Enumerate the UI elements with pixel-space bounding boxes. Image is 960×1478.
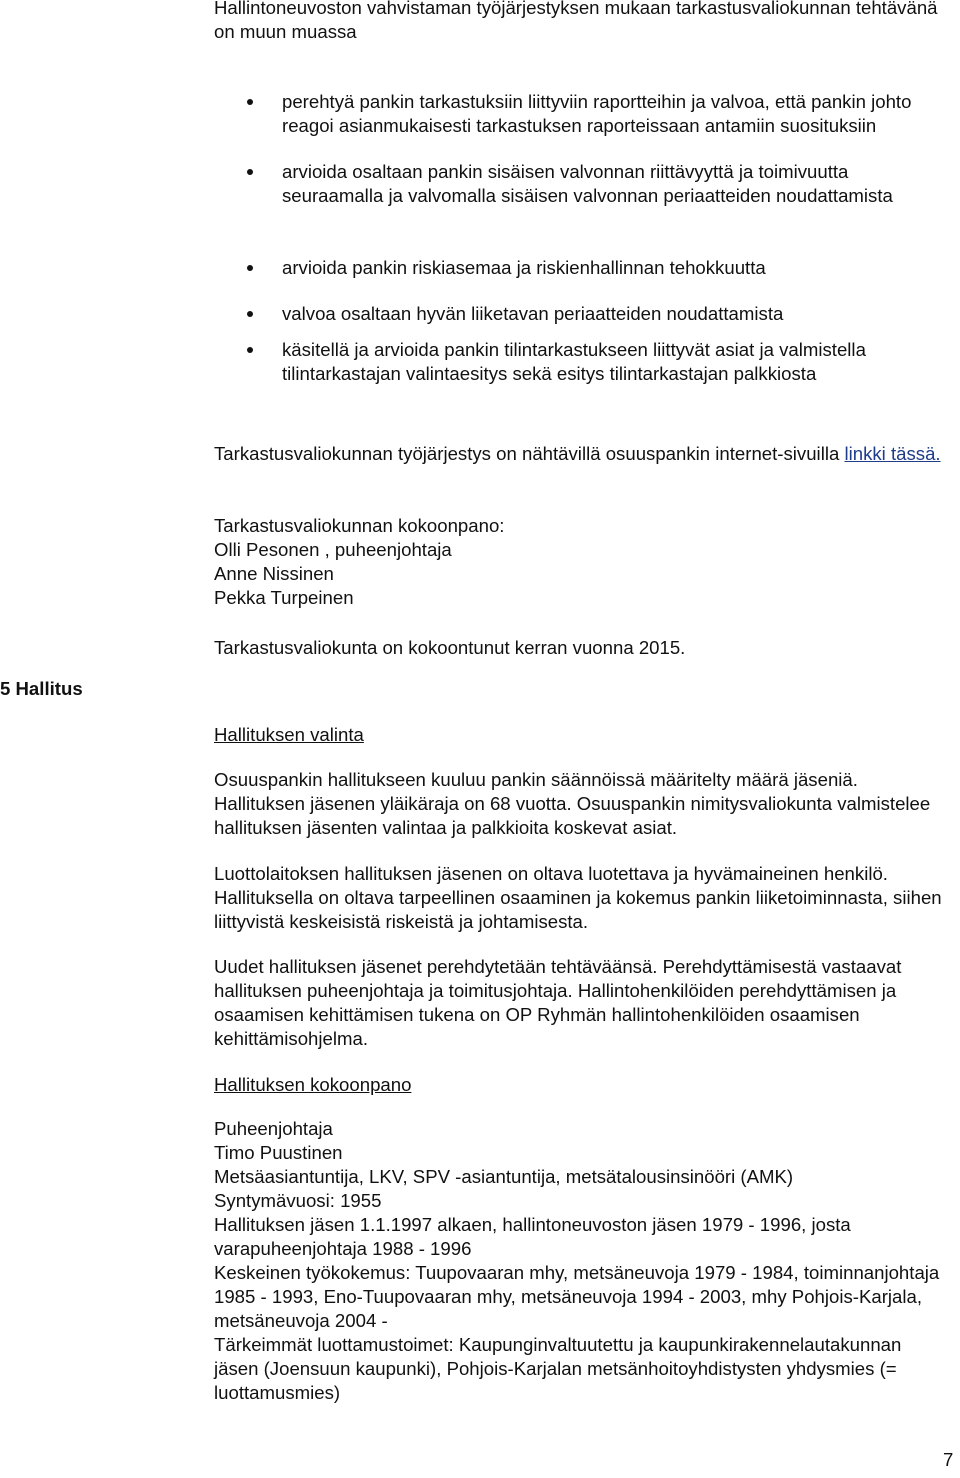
bullet-icon bbox=[247, 347, 253, 353]
bullet-icon bbox=[247, 99, 253, 105]
list-item: perehtyä pankin tarkastuksiin liittyviin raportteihin ja valvoa, että pankin johto reagoi asianmukaisesti tarkastuksen raporteissaan antamiin suosituksiin bbox=[214, 90, 944, 160]
chair-title: Metsäasiantuntija, LKV, SPV -asiantuntija, metsätalousinsinööri (AMK) bbox=[214, 1166, 794, 1187]
committee-meetings: Tarkastusvaliokunta on kokoontunut kerran vuonna 2015. bbox=[214, 637, 686, 658]
election-paragraph: Osuuspankin hallitukseen kuuluu pankin säännöissä määritelty määrä jäseniä. Hallituksen jäsenen yläikäraja on 68 vuotta. Osuuspankin nimitysvaliokunta valmistelee hallituksen jäsenten valintaa ja palkkioita koskevat asiat. bbox=[214, 769, 931, 838]
rules-paragraph bbox=[214, 442, 949, 466]
list-item: arvioida osaltaan pankin sisäisen valvonnan riittävyyttä ja toimivuutta seuraamalla ja valvomalla sisäisen valvonnan periaatteiden noudattamista bbox=[214, 160, 944, 256]
chair-profile bbox=[214, 1117, 949, 1405]
committee-composition bbox=[214, 514, 949, 610]
duties-list bbox=[214, 90, 944, 386]
committee-member: Anne Nissinen bbox=[214, 563, 334, 584]
bullet-icon bbox=[247, 169, 253, 175]
list-item: käsitellä ja arvioida pankin tilintarkastukseen liittyvät asiat ja valmistella tilintarkastajan valintaesitys sekä esitys tilintarkastajan palkkiosta bbox=[214, 338, 944, 386]
section-heading: 5 Hallitus bbox=[0, 678, 83, 699]
rules-text: Tarkastusvaliokunnan työjärjestys on nähtävillä osuuspankin internet-sivuilla bbox=[214, 443, 840, 464]
election-heading: Hallituksen valinta bbox=[214, 724, 364, 745]
chair-born: Syntymävuosi: 1955 bbox=[214, 1190, 382, 1211]
committee-member: Pekka Turpeinen bbox=[214, 587, 354, 608]
committee-heading: Tarkastusvaliokunnan kokoonpano: bbox=[214, 515, 505, 536]
qualification-paragraph: Luottolaitoksen hallituksen jäsenen on oltava luotettava ja hyvämaineinen henkilö. Hallituksella on oltava tarpeellinen osaaminen ja kokemus pankin liiketoiminnasta, siihen liittyvistä keskeisistä riskeistä ja johtamisesta. bbox=[214, 863, 942, 932]
chair-membership: Hallituksen jäsen 1.1.1997 alkaen, hallintoneuvoston jäsen 1979 - 1996, josta varapuheenjohtaja 1988 - 1996 bbox=[214, 1214, 851, 1259]
committee-member: Olli Pesonen , puheenjohtaja bbox=[214, 539, 452, 560]
bullet-icon bbox=[247, 265, 253, 271]
list-item: arvioida pankin riskiasemaa ja riskienhallinnan tehokkuutta bbox=[214, 256, 944, 302]
chair-positions: Tärkeimmät luottamustoimet: Kaupunginvaltuutettu ja kaupunkirakennelautakunnan jäsen (Joensuun kaupunki), Pohjois-Karjalan metsänhoitoyhdistysten yhdysmies (= luottamusmies) bbox=[214, 1334, 902, 1403]
list-item: valvoa osaltaan hyvän liiketavan periaatteiden noudattamista bbox=[214, 302, 944, 338]
composition-heading: Hallituksen kokoonpano bbox=[214, 1074, 412, 1095]
orientation-paragraph: Uudet hallituksen jäsenet perehdytetään tehtäväänsä. Perehdyttämisestä vastaavat hallituksen puheenjohtaja ja toimitusjohtaja. Hallintohenkilöiden perehdyttämisen ja osaamisen kehittämisen tukena on OP Ryhmän hallintohenkilöiden osaamisen kehittämisohjelma. bbox=[214, 956, 902, 1049]
rules-link[interactable]: linkki tässä. bbox=[844, 443, 941, 464]
chair-experience: Keskeinen työkokemus: Tuupovaaran mhy, metsäneuvoja 1979 - 1984, toiminnanjohtaja 1985 - 1993, Eno-Tuupovaaran mhy, metsäneuvoja 1994 - 2003, mhy Pohjois-Karjala, metsäneuvoja 2004 - bbox=[214, 1262, 940, 1331]
chair-role: Puheenjohtaja bbox=[214, 1118, 333, 1139]
chair-name: Timo Puustinen bbox=[214, 1142, 343, 1163]
intro-paragraph: Hallintoneuvoston vahvistaman työjärjestyksen mukaan tarkastusvaliokunnan tehtävänä on muun muassa bbox=[214, 0, 938, 42]
bullet-icon bbox=[247, 311, 253, 317]
page-number: 7 bbox=[943, 1449, 954, 1470]
